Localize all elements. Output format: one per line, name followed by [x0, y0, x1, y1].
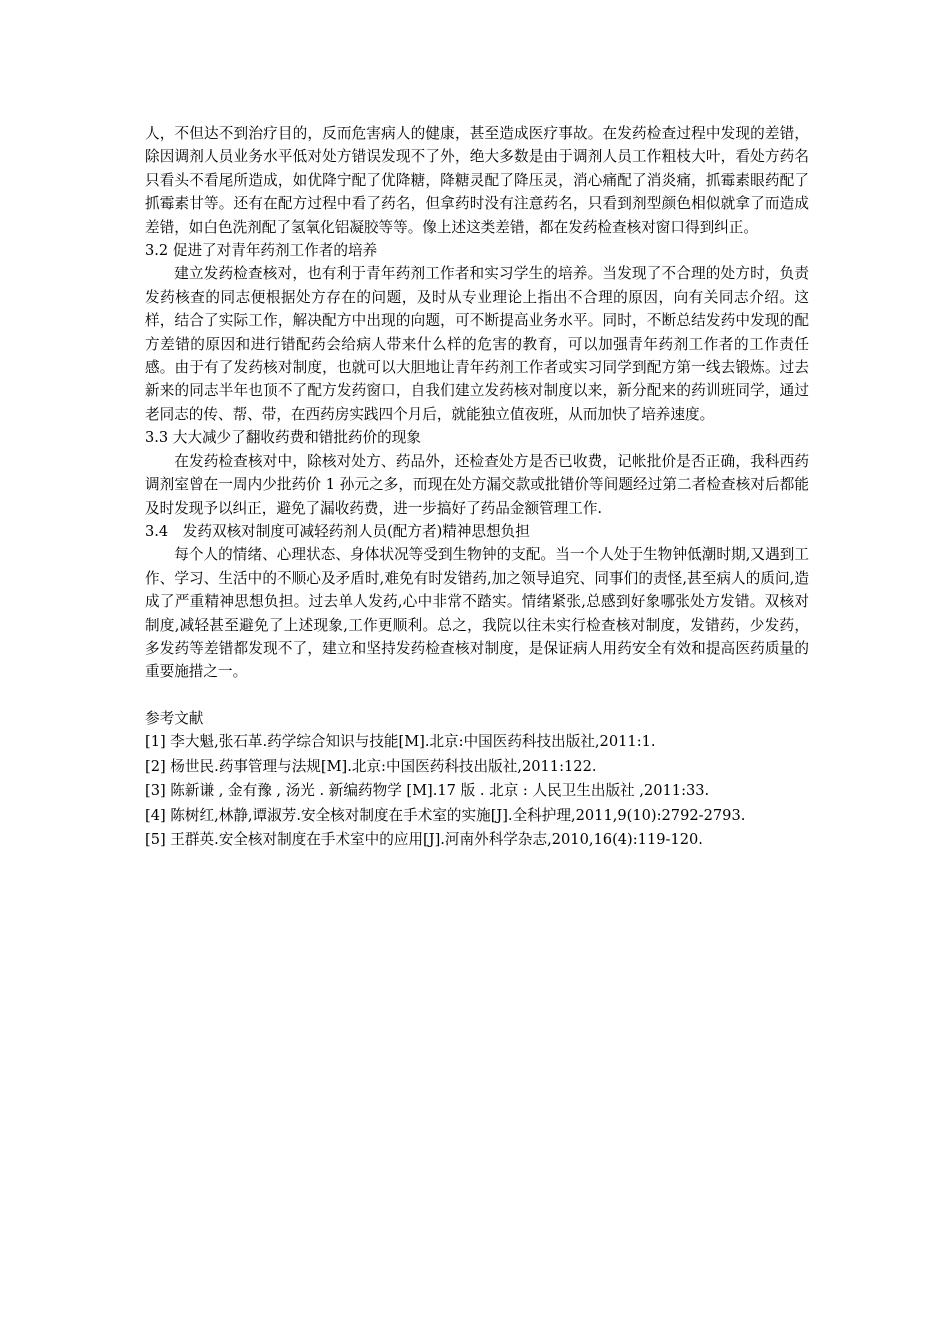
references-title: 参考文献 — [145, 709, 204, 727]
reference-item: [4] 陈树红,林静,谭淑芳.安全核对制度在手术室的实施[J].全科护理,2011,9(10):2792-2793. — [145, 806, 746, 824]
section-heading-3-3: 3.3 大大减少了翻收药费和错批药价的现象 — [145, 429, 421, 447]
reference-list — [145, 730, 809, 853]
body-paragraph: 在发药检查核对中，除核对处方、药品外，还检查处方是否已收费，记帐批价是否正确，我科西药调剂室曾在一周内少批药价 1 孙元之多，而现在处方漏交款或批错价等间题经过第二者检查核对后都能及时发现予以纠正，避免了漏收药费，进一步搞好了药品金额管理工作. — [145, 452, 809, 517]
reference-item: [5] 王群英.安全核对制度在手术室中的应用[J].河南外科学杂志,2010,16(4):119-120. — [145, 831, 703, 849]
reference-item: [1] 李大魁,张石革.药学综合知识与技能[M].北京:中国医药科技出版社,2011:1. — [145, 733, 656, 751]
body-paragraph: 人，不但达不到治疗目的，反而危害病人的健康，甚至造成医疗事故。在发药检查过程中发现的差错，除因调剂人员业务水平低对处方错误发现不了外，绝大多数是由于调剂人员工作粗枝大叶，看处方药名只看头不看尾所造成，如优降宁配了优降糖，降糖灵配了降压灵，消心痛配了消炎痛，抓霉素眼药配了抓霉素甘等。还有在配方过程中看了药名，但拿药时没有注意药名，只看到剂型颜色相似就拿了而造成差错，如白色洗剂配了氢氧化铝凝胶等等。像上述这类差错，都在发药检查核对窗口得到纠正。 — [145, 125, 809, 236]
reference-item: [3] 陈新谦 , 金有豫 , 汤光 . 新编药物学 [M].17 版 . 北京 : 人民卫生出版社 ,2011:33. — [145, 782, 710, 800]
section-heading-3-2: 3.2 促进了对青年药剂工作者的培养 — [145, 242, 378, 260]
document-page — [145, 122, 809, 853]
body-paragraph: 建立发药检查核对，也有利于青年药剂工作者和实习学生的培养。当发现了不合理的处方时，负责发药核查的同志便根据处方存在的问题，及时从专业理论上指出不合理的原因，向有关同志介绍。这样，结合了实际工作，解决配方中出现的向题，可不断提高业务水平。同时，不断总结发药中发现的配方差错的原因和进行错配药会给病人带来什么样的危害的教育，可以加强青年药剂工作者的工作责任感。由于有了发药核对制度，也就可以大胆地让青年药剂工作者或实习同学到配方第一线去锻炼。过去新来的同志半年也顶不了配方发药窗口，自我们建立发药核对制度以来，新分配来的药训班同学，通过老同志的传、帮、带，在西药房实践四个月后，就能独立值夜班，从而加快了培养速度。 — [145, 265, 809, 423]
body-paragraph: 每个人的情绪、心理状态、身体状况等受到生物钟的支配。当一个人处于生物钟低潮时期,又遇到工作、学习、生活中的不顺心及矛盾时,难免有时发错药,加之领导追究、同事们的责怪,甚至病人的质问,造成了严重精神思想负担。过去单人发药,心中非常不踏实。情绪紧张,总感到好象哪张处方发错。双核对制度,减轻甚至避免了上述现象,工作更顺利。总之，我院以往未实行检查核对制度，发错药，少发药，多发药等差错都发现不了，建立和坚持发药检查核对制度，是保证病人用药安全有效和提高医药质量的重要施措之一。 — [145, 546, 809, 681]
section-heading-3-4: 3.4 发药双核对制度可减轻药剂人员(配方者)精神思想负担 — [145, 522, 530, 540]
reference-item: [2] 杨世民.药事管理与法规[M].北京:中国医药科技出版社,2011:122. — [145, 757, 597, 775]
